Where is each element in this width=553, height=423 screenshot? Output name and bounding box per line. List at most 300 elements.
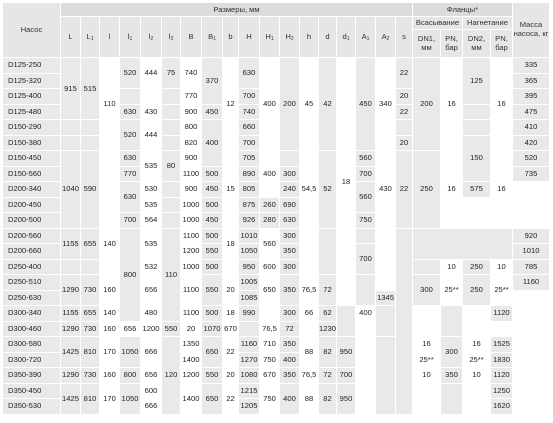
table-cell: 82 — [319, 337, 337, 368]
table-cell: 300 — [280, 166, 300, 182]
table-cell: 900 — [181, 151, 202, 167]
table-cell: 300 — [413, 275, 441, 306]
table-cell: 650 — [260, 275, 280, 306]
table-cell: 656 — [141, 275, 162, 306]
pump-specs-table — [2, 2, 550, 415]
table-cell — [81, 259, 100, 275]
table-cell: 400 — [202, 120, 223, 167]
table-cell — [396, 120, 413, 136]
table-cell: 1215 — [239, 383, 260, 399]
table-cell: 410 — [513, 120, 550, 136]
table-cell: 16 — [491, 58, 513, 151]
table-cell: 10 — [491, 259, 513, 275]
table-cell: 810 — [81, 383, 100, 414]
table-cell: 10 — [413, 368, 441, 384]
flange-col-header-3: PN, бар — [491, 30, 513, 58]
table-cell: 550 — [202, 275, 223, 306]
table-cell: 45 — [300, 58, 319, 151]
table-cell — [162, 182, 181, 198]
table-cell: 990 — [239, 306, 260, 322]
table-cell: 1200 — [181, 368, 202, 384]
dim-header-label: L — [86, 32, 91, 41]
pump-name: D350-390 — [3, 368, 61, 384]
table-cell: 444 — [141, 58, 162, 89]
table-cell — [162, 135, 181, 151]
table-cell: 25** — [463, 352, 491, 368]
pump-header: Насос — [3, 3, 61, 58]
table-cell: 72 — [319, 368, 337, 384]
table-cell: 1080 — [239, 368, 260, 384]
pump-name: D200-340 — [3, 182, 61, 198]
table-cell: 1100 — [181, 275, 202, 306]
pump-name: D300-340 — [3, 306, 61, 322]
dim-header-label: A — [361, 32, 367, 41]
table-cell: 550 — [202, 368, 223, 384]
table-cell: 650 — [202, 383, 223, 414]
table-cell: 110 — [162, 228, 181, 321]
pump-name: D300-580 — [3, 337, 61, 353]
table-cell: 730 — [81, 275, 100, 306]
table-cell: 630 — [120, 151, 141, 167]
table-cell — [61, 259, 81, 275]
dim-header-subscript: 1 — [90, 36, 94, 42]
table-cell: 785 — [513, 259, 550, 275]
table-cell: 655 — [81, 306, 100, 322]
pump-name: D150-560 — [3, 166, 61, 182]
dim-header-label: s — [402, 32, 406, 41]
table-cell: 1050 — [120, 337, 141, 368]
table-cell: 10 — [463, 368, 491, 384]
table-cell: 820 — [181, 135, 202, 151]
table-cell: 730 — [81, 321, 100, 337]
table-cell: 300 — [280, 228, 300, 244]
table-cell: 535 — [141, 151, 162, 182]
table-cell: 500 — [202, 197, 223, 213]
table-cell — [463, 383, 491, 414]
pump-name: D250-400 — [3, 259, 61, 275]
table-cell: 1230 — [319, 321, 337, 337]
table-cell: 52 — [319, 151, 337, 229]
table-cell: 25** — [413, 352, 441, 368]
dim-header-6 — [181, 17, 202, 58]
table-cell: 350 — [280, 275, 300, 306]
table-cell — [376, 337, 396, 415]
table-cell: 450 — [202, 182, 223, 198]
table-cell: 140 — [100, 228, 120, 259]
dim-header-5 — [162, 17, 181, 58]
dim-header-label: l — [168, 32, 171, 41]
table-cell: 365 — [513, 73, 550, 89]
table-cell: 72 — [319, 275, 337, 306]
table-cell: 1000 — [181, 213, 202, 229]
pump-name: D125-250 — [3, 58, 61, 74]
table-cell: 520 — [120, 120, 141, 151]
table-cell: 1425 — [61, 337, 81, 368]
table-cell: 550 — [162, 321, 181, 337]
table-cell — [441, 306, 463, 337]
pump-name: D125-400 — [3, 89, 61, 105]
dim-header-label: B — [208, 32, 214, 41]
dim-header-label: d — [342, 32, 347, 41]
table-cell: 1070 — [202, 321, 223, 337]
dim-header-label: L — [68, 32, 73, 41]
table-cell: 42 — [319, 58, 337, 151]
table-cell: 430 — [141, 104, 162, 120]
table-cell: 560 — [260, 228, 280, 259]
table-cell: 520 — [513, 151, 550, 167]
table-cell: 530 — [141, 182, 162, 198]
table-cell: 450 — [202, 213, 223, 229]
table-cell — [337, 306, 356, 337]
table-cell: 520 — [120, 58, 141, 89]
dim-header-subscript: 2 — [386, 36, 390, 42]
table-cell: 564 — [141, 213, 162, 229]
table-row — [3, 58, 550, 74]
table-cell: 900 — [181, 182, 202, 198]
table-cell: 300 — [280, 259, 300, 275]
table-cell: 575 — [463, 182, 491, 198]
table-cell — [413, 383, 441, 414]
table-row — [3, 259, 550, 275]
dim-header-8 — [223, 17, 239, 58]
table-cell: 532 — [141, 259, 162, 275]
table-cell: 900 — [181, 104, 202, 120]
table-cell: 16 — [491, 151, 513, 229]
table-cell: 700 — [356, 244, 376, 275]
dim-header-10 — [260, 17, 280, 58]
mass-header: Масса насоса, кг — [513, 3, 550, 58]
table-cell: 12 — [223, 58, 239, 151]
pump-name: D200-560 — [3, 228, 61, 244]
table-cell: 15 — [223, 151, 239, 229]
table-cell: 20 — [181, 321, 202, 337]
table-cell: 140 — [100, 306, 120, 322]
table-cell: 125 — [463, 58, 491, 105]
table-cell: 500 — [202, 166, 223, 182]
table-cell: 20 — [223, 275, 239, 306]
table-cell: 535 — [141, 197, 162, 213]
table-cell: 280 — [260, 213, 280, 229]
table-cell: 75 — [162, 58, 181, 89]
table-cell — [441, 383, 463, 414]
dim-header-14 — [337, 17, 356, 58]
pump-name: D350-450 — [3, 383, 61, 399]
table-cell: 875 — [239, 197, 260, 213]
table-cell: 1400 — [181, 352, 202, 368]
dim-header-subscript: 2 — [150, 36, 154, 42]
table-cell — [223, 259, 239, 275]
table-cell — [413, 228, 513, 259]
dim-header-label: d — [325, 32, 330, 41]
dim-header-3 — [120, 17, 141, 58]
pump-name: D250-630 — [3, 290, 61, 306]
table-cell: 950 — [337, 337, 356, 368]
table-cell — [300, 321, 319, 337]
table-cell: 890 — [239, 166, 260, 182]
table-cell: 1010 — [239, 228, 260, 244]
table-cell — [81, 120, 100, 136]
table-cell — [239, 321, 260, 337]
table-cell: 260 — [260, 197, 280, 213]
table-cell: 600 — [141, 383, 162, 399]
table-cell: 705 — [239, 151, 260, 167]
dimensions-header: Размеры, мм — [61, 3, 413, 17]
table-cell — [141, 89, 162, 105]
table-cell: 630 — [120, 182, 141, 213]
table-cell: 700 — [337, 368, 356, 384]
table-cell: 1345 — [376, 290, 396, 306]
table-cell: 54,5 — [300, 151, 319, 229]
table-cell: 1120 — [491, 368, 513, 384]
table-cell: 1620 — [491, 399, 513, 415]
table-cell: 690 — [280, 197, 300, 213]
table-cell — [396, 228, 413, 414]
table-cell: 350 — [280, 244, 300, 260]
table-cell: 500 — [202, 228, 223, 244]
table-cell: 20 — [223, 368, 239, 384]
table-cell: 1160 — [239, 337, 260, 353]
table-cell: 666 — [141, 337, 162, 368]
dim-header-label: H — [285, 32, 291, 41]
table-cell — [300, 228, 319, 275]
table-cell: 670 — [260, 368, 280, 384]
table-cell: 450 — [202, 104, 223, 120]
dim-header-16 — [376, 17, 396, 58]
table-cell: 1270 — [239, 352, 260, 368]
table-cell: 800 — [120, 228, 141, 321]
table-cell — [356, 275, 376, 306]
table-cell: 22 — [396, 58, 413, 89]
table-cell: 16 — [441, 58, 463, 151]
table-cell: 666 — [141, 399, 162, 415]
pump-name: D200-450 — [3, 197, 61, 213]
table-cell: 400 — [280, 352, 300, 368]
dim-header-subscript: 2 — [290, 36, 294, 42]
table-cell: 515 — [81, 58, 100, 120]
table-cell: 1425 — [61, 383, 81, 414]
table-cell: 750 — [260, 352, 280, 368]
table-cell — [376, 228, 396, 290]
table-cell: 670 — [223, 321, 239, 337]
table-cell: 20 — [396, 135, 413, 151]
table-cell: 735 — [513, 166, 550, 182]
dim-header-9 — [239, 17, 260, 58]
table-row — [3, 275, 550, 291]
pump-name: D250-510 — [3, 275, 61, 291]
table-cell: 1290 — [61, 368, 81, 384]
table-cell: 1000 — [181, 259, 202, 275]
dim-header-1 — [81, 17, 100, 58]
pump-name: D200-500 — [3, 213, 61, 229]
table-cell: 20 — [396, 89, 413, 105]
table-cell: 16 — [463, 337, 491, 353]
table-cell: 88 — [300, 383, 319, 414]
table-cell: 250 — [463, 275, 491, 306]
table-cell: 25** — [491, 275, 513, 306]
pump-name: D150-290 — [3, 120, 61, 136]
table-cell — [356, 228, 376, 244]
table-cell — [413, 306, 441, 337]
dim-header-4 — [141, 17, 162, 58]
flange-col-header-0: DN1, мм — [413, 30, 441, 58]
table-cell: 170 — [100, 383, 120, 414]
pump-name: D150-450 — [3, 151, 61, 167]
table-cell — [81, 135, 100, 151]
table-cell: 18 — [337, 58, 356, 306]
table-cell: 200 — [413, 58, 441, 151]
table-cell: 660 — [239, 120, 260, 136]
table-cell: 535 — [141, 228, 162, 259]
table-cell: 400 — [260, 151, 280, 198]
flange-col-header-1: PN, бар — [441, 30, 463, 58]
table-cell — [162, 213, 181, 229]
dim-header-subscript: 1 — [346, 36, 350, 42]
table-cell: 10 — [441, 259, 463, 275]
table-cell — [162, 89, 181, 105]
table-cell: 76,5 — [300, 275, 319, 306]
table-cell: 656 — [141, 368, 162, 384]
table-cell: 1200 — [141, 321, 162, 337]
table-cell: 1155 — [61, 306, 81, 322]
table-cell: 76,5 — [260, 321, 280, 337]
table-cell: 80 — [162, 151, 181, 182]
table-cell: 350 — [280, 337, 300, 353]
table-cell: 400 — [280, 383, 300, 414]
dim-header-17 — [396, 17, 413, 58]
table-cell: 370 — [202, 58, 223, 105]
table-cell — [413, 259, 441, 275]
table-row — [3, 228, 550, 244]
dim-header-7 — [202, 17, 223, 58]
table-cell: 76,5 — [300, 368, 319, 384]
table-cell: 750 — [260, 383, 280, 414]
table-cell: 120 — [162, 337, 181, 415]
table-cell — [356, 337, 376, 415]
table-row — [3, 337, 550, 353]
table-cell: 500 — [202, 259, 223, 275]
table-cell: 1830 — [491, 352, 513, 368]
table-cell: 1400 — [181, 383, 202, 414]
table-cell: 630 — [280, 213, 300, 229]
table-cell: 300 — [280, 306, 300, 322]
table-cell — [463, 306, 491, 337]
table-cell: 18 — [223, 228, 239, 259]
table-cell: 88 — [300, 337, 319, 368]
table-row — [3, 368, 550, 384]
dim-header-label: l — [148, 32, 151, 41]
table-cell: 395 — [513, 89, 550, 105]
table-cell — [162, 104, 181, 120]
pump-name: D125-320 — [3, 73, 61, 89]
table-cell: 630 — [239, 58, 260, 89]
table-cell: 22 — [223, 383, 239, 414]
table-cell: 22 — [396, 104, 413, 120]
table-cell: 1290 — [61, 275, 81, 306]
table-cell: 500 — [202, 306, 223, 322]
table-cell: 335 — [513, 58, 550, 74]
table-cell: 740 — [239, 104, 260, 120]
table-cell: 1100 — [181, 228, 202, 244]
table-cell: 72 — [280, 321, 300, 337]
dim-header-15 — [356, 17, 376, 58]
table-cell: 150 — [463, 135, 491, 182]
dim-header-label: H — [246, 32, 252, 41]
table-cell: 1155 — [61, 228, 81, 259]
table-cell — [280, 151, 300, 167]
table-cell: 750 — [356, 213, 376, 229]
table-cell: 430 — [376, 151, 396, 229]
dim-header-11 — [280, 17, 300, 58]
table-cell: 82 — [319, 383, 337, 414]
table-cell: 160 — [100, 275, 120, 306]
table-cell: 1000 — [181, 197, 202, 213]
table-cell: 22 — [396, 151, 413, 229]
table-cell: 66 — [300, 306, 319, 322]
table-cell: 656 — [120, 321, 141, 337]
table-cell: 1040 — [61, 151, 81, 229]
table-cell: 920 — [513, 228, 550, 244]
table-cell: 950 — [239, 259, 260, 275]
table-cell: 340 — [376, 58, 396, 151]
dim-header-subscript: 3 — [170, 36, 174, 42]
table-cell: 1525 — [491, 337, 513, 353]
table-cell — [376, 306, 396, 337]
table-cell: 170 — [100, 337, 120, 368]
table-cell: 630 — [120, 104, 141, 120]
table-cell: 450 — [356, 58, 376, 151]
table-cell — [463, 120, 491, 136]
table-cell: 1250 — [491, 383, 513, 399]
table-cell: 730 — [81, 368, 100, 384]
table-cell: 800 — [120, 368, 141, 384]
table-cell: 350 — [280, 368, 300, 384]
table-cell: 1120 — [491, 306, 513, 322]
table-cell: 1200 — [181, 244, 202, 260]
table-cell: 300 — [441, 337, 463, 368]
table-cell: 700 — [239, 135, 260, 151]
table-cell: 16 — [413, 337, 441, 353]
table-cell: 700 — [120, 213, 141, 229]
table-cell: 250 — [413, 151, 441, 229]
flanges-header: Фланцы* — [413, 3, 513, 17]
table-cell: 250 — [463, 259, 491, 275]
dim-header-label: H — [265, 32, 271, 41]
table-cell: 1350 — [181, 337, 202, 353]
table-cell: 475 — [513, 104, 550, 120]
table-cell: 16 — [441, 151, 463, 229]
table-cell: 915 — [61, 58, 81, 120]
table-cell: 650 — [202, 337, 223, 368]
table-cell — [319, 228, 337, 275]
pump-name: D300-720 — [3, 352, 61, 368]
suction-header: Всасывание — [413, 17, 463, 30]
table-cell: 110 — [100, 58, 120, 151]
table-cell — [100, 151, 120, 229]
dim-header-12 — [300, 17, 319, 58]
table-cell: 950 — [337, 383, 356, 414]
dim-header-0 — [61, 17, 81, 58]
flange-col-header-2: DN2, мм — [463, 30, 491, 58]
table-cell: 710 — [260, 337, 280, 353]
table-cell: 160 — [100, 368, 120, 384]
dim-header-label: B — [188, 32, 194, 41]
pump-name: D150-380 — [3, 135, 61, 151]
dim-header-subscript: 1 — [270, 36, 274, 42]
table-cell: 1100 — [181, 306, 202, 322]
dim-header-label: h — [306, 32, 312, 41]
dim-header-label: l — [127, 32, 130, 41]
table-cell: 1050 — [120, 383, 141, 414]
